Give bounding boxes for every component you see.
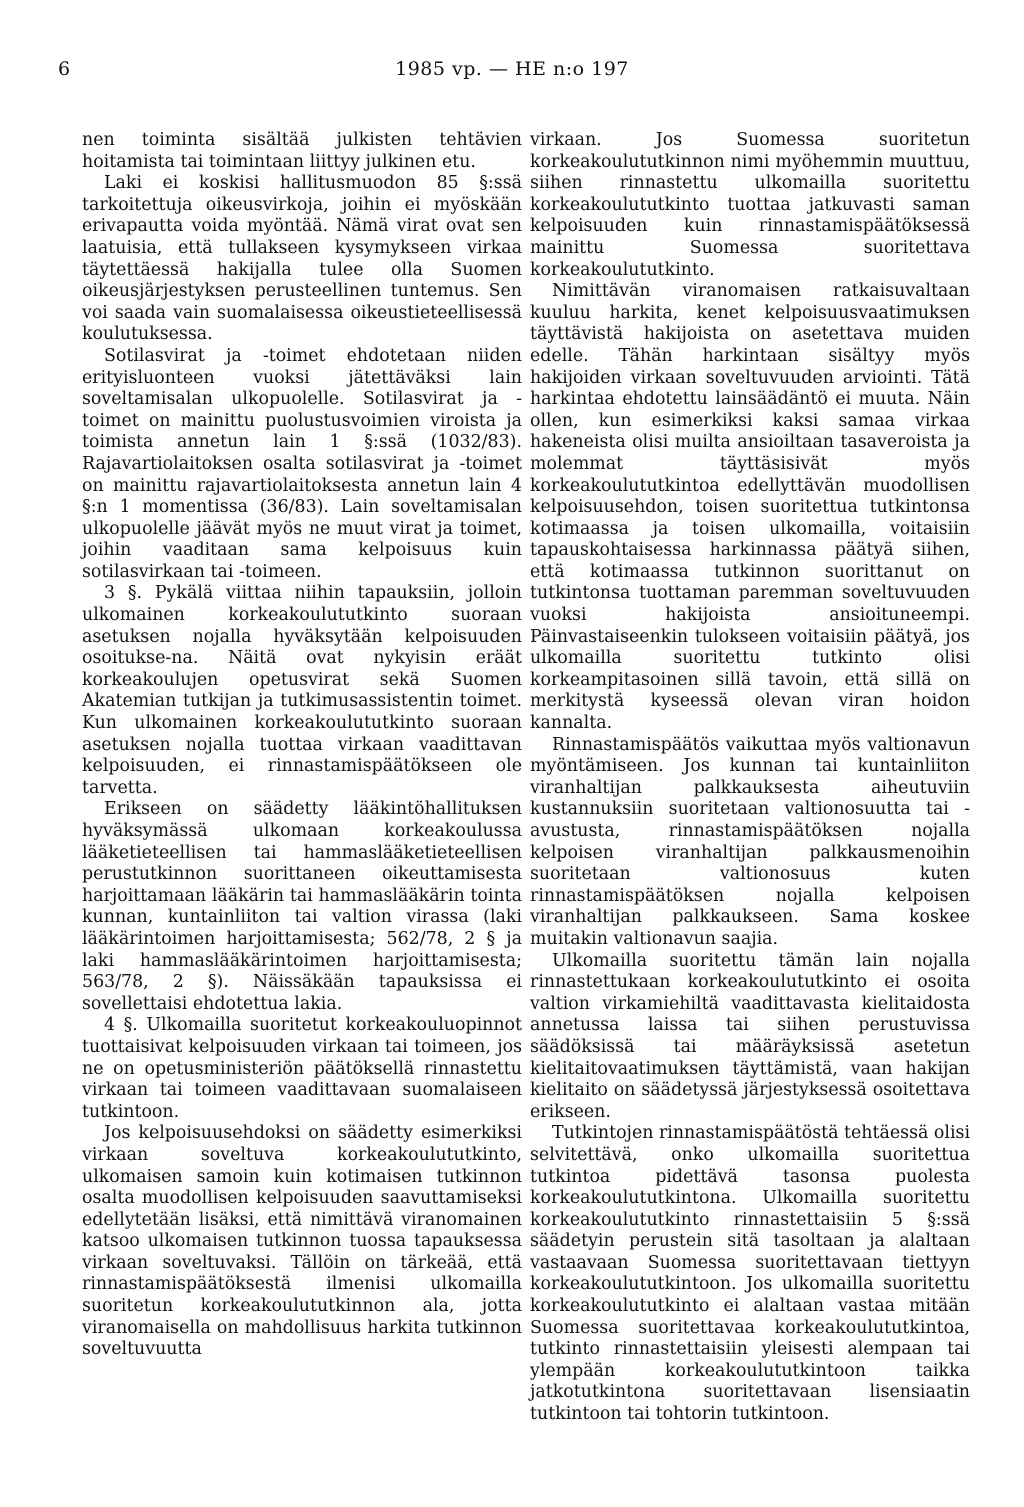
paragraph: Ulkomailla suoritettu tämän lain nojalla rinnastettukaan korkeakoulututkinto ei osoita valtion virkamiehiltä vaadittavasta kielitaidosta annetussa laissa tai siihen perustuvissa säädöksissä tai määräyksissä asetetun kielitaitovaatimuksen täyttämistä, vaan hakijan kielitaito on säädetyssä järjestyksessä osoitettava erikseen. [530,950,970,1122]
paragraph: virkaan. Jos Suomessa suoritetun korkeakoulututkinnon nimi myöhemmin muuttuu, siihen rinnastettu ulkomailla suoritettu korkeakoulututkinto tuottaa jatkuvasti saman kelpoisuuden kuin rinnastamispäätöksessä mainittu Suomessa suoritettava korkeakoulututkinto. [530,130,970,280]
left-column [82,130,522,1361]
paragraph: 4 §. Ulkomailla suoritetut korkeakouluopinnot tuottaisivat kelpoisuuden virkaan tai toimeen, jos ne on opetusministeriön päätöksellä rinnastettu virkaan tai toimeen vaadittavaan suomalaiseen tutkintoon. [82,1015,522,1122]
paragraph: Jos kelpoisuusehdoksi on säädetty esimerkiksi virkaan soveltuva korkeakoulututkinto, ulkomaisen samoin kuin kotimaisen tutkinnon osalta muodollisen kelpoisuuden saavuttamiseksi edellytetään lisäksi, että nimittävä viranomainen katsoo ulkomaisen tutkinnon tuossa tapauksessa virkaan soveltuvaksi. Tällöin on tärkeää, että rinnastamispäätöksestä ilmenisi ulkomailla suoritetun korkeakoulututkinnon ala, jotta viranomaisella on mahdollisuus harkita tutkinnon soveltuvuutta [82,1123,522,1360]
paragraph: Rinnastamispäätös vaikuttaa myös valtionavun myöntämiseen. Jos kunnan tai kuntainliiton viranhaltijan palkkauksesta aiheutuviin kustannuksiin suoritetaan valtionosuutta tai -avustusta, rinnastamispäätöksen nojalla kelpoisen viranhaltijan palkkausmenoihin suoritetaan valtionosuus kuten rinnastamispäätöksen nojalla kelpoisen viranhaltijan palkkaukseen. Sama koskee muitakin valtionavun saajia. [530,734,970,949]
paragraph: Sotilasvirat ja -toimet ehdotetaan niiden erityisluonteen vuoksi jätettäväksi lain soveltamisalan ulkopuolelle. Sotilasvirat ja -toimet on mainittu puolustusvoimien viroista ja toimista annetun lain 1 §:ssä (1032/83). Rajavartiolaitoksen osalta sotilasvirat ja -toimet on mainittu rajavartiolaitoksesta annetun lain 4 §:n 1 momentissa (36/83). Lain soveltamisalan ulkopuolelle jäävät myös ne muut virat ja toimet, joihin vaaditaan sama kelpoisuus kuin sotilasvirkaan tai -toimeen. [82,345,522,582]
right-column [530,130,970,1426]
paragraph: Erikseen on säädetty lääkintöhallituksen hyväksymässä ulkomaan korkeakoulussa lääketieteellisen tai hammaslääketieteellisen perustutkinnon suorittaneen oikeuttamisesta harjoittamaan lääkärin tai hammaslääkärin tointa kunnan, kuntainliiton tai valtion virassa (laki lääkärintoimen harjoittamisesta; 562/78, 2 § ja laki hammaslääkärintoimen harjoittamisesta; 563/78, 2 §). Näissäkään tapauksissa ei sovellettaisi ehdotettua lakia. [82,799,522,1014]
paragraph: Laki ei koskisi hallitusmuodon 85 §:ssä tarkoitettuja oikeusvirkoja, joihin ei myöskään erivapautta voida myöntää. Nämä virat ovat sen laatuisia, että tullakseen kysymykseen virkaa täytettäessä hakijalla tulee olla Suomen oikeusjärjestyksen perusteellinen tuntemus. Sen voi saada vain suomalaisessa oikeustieteellisessä koulutuksessa. [82,173,522,345]
page-header [0,58,1024,88]
page-number: 6 [58,58,71,80]
paragraph: Nimittävän viranomaisen ratkaisuvaltaan kuuluu harkita, kenet kelpoisuusvaatimuksen täyttävistä hakijoista on asetettava muiden edelle. Tähän harkintaan sisältyy myös hakijoiden virkaan soveltuvuuden arviointi. Tätä harkintaa ehdotettu lainsäädäntö ei muuta. Näin ollen, kun esimerkiksi kaksi samaa virkaa hakeneista olisi muilta ansioiltaan tasaveroista ja molemmat täyttäsisivät myös korkeakoulututkintoa edellyttävän muodollisen kelpoisuusehdon, toisen suoritettua tutkintonsa kotimaassa ja toisen ulkomailla, voitaisiin tapauskohtaisessa harkinnassa päätyä siihen, että kotimaassa tutkinnon suorittanut on tutkintonsa tuottaman paremman soveltuvuuden vuoksi hakijoista ansioituneempi. Päinvastaiseenkin tulokseen voitaisiin päätyä, jos ulkomailla suoritettu tutkinto olisi korkeampitasoinen sillä tavoin, että sillä on merkitystä kyseessä olevan viran hoidon kannalta. [530,281,970,734]
paragraph: nen toiminta sisältää julkisten tehtävien hoitamista tai toimintaan liittyy julkinen etu. [82,130,522,172]
running-header: 1985 vp. — HE n:o 197 [395,58,629,80]
paragraph: Tutkintojen rinnastamispäätöstä tehtäessä olisi selvitettävä, onko ulkomailla suoritettua tutkintoa pidettävä tasonsa puolesta korkeakoulututkintona. Ulkomailla suoritettu korkeakoulututkinto rinnastettaisiin 5 §:ssä säädetyin perustein sitä tasoltaan ja alaltaan vastaavaan Suomessa suoritettavaan tiettyyn korkeakoulututkintoon. Jos ulkomailla suoritettu korkeakoulututkinto ei alaltaan vastaa mitään Suomessa suoritettavaa korkeakoulututkintoa, tutkinto rinnastettaisiin yleisesti alempaan tai ylempään korkeakoulututkintoon taikka jatkotutkintona suoritettavaan lisensiaatin tutkintoon tai tohtorin tutkintoon. [530,1123,970,1425]
paragraph: 3 §. Pykälä viittaa niihin tapauksiin, jolloin ulkomainen korkeakoulututkinto suoraan asetuksen nojalla hyväksytään kelpoisuuden osoitukse-na. Näitä ovat nykyisin eräät korkeakoulujen opetusvirat sekä Suomen Akatemian tutkijan ja tutkimusassistentin toimet. Kun ulkomainen korkeakoulututkinto suoraan asetuksen nojalla tuottaa virkaan vaadittavan kelpoisuuden, ei rinnastamispäätökseen ole tarvetta. [82,583,522,798]
